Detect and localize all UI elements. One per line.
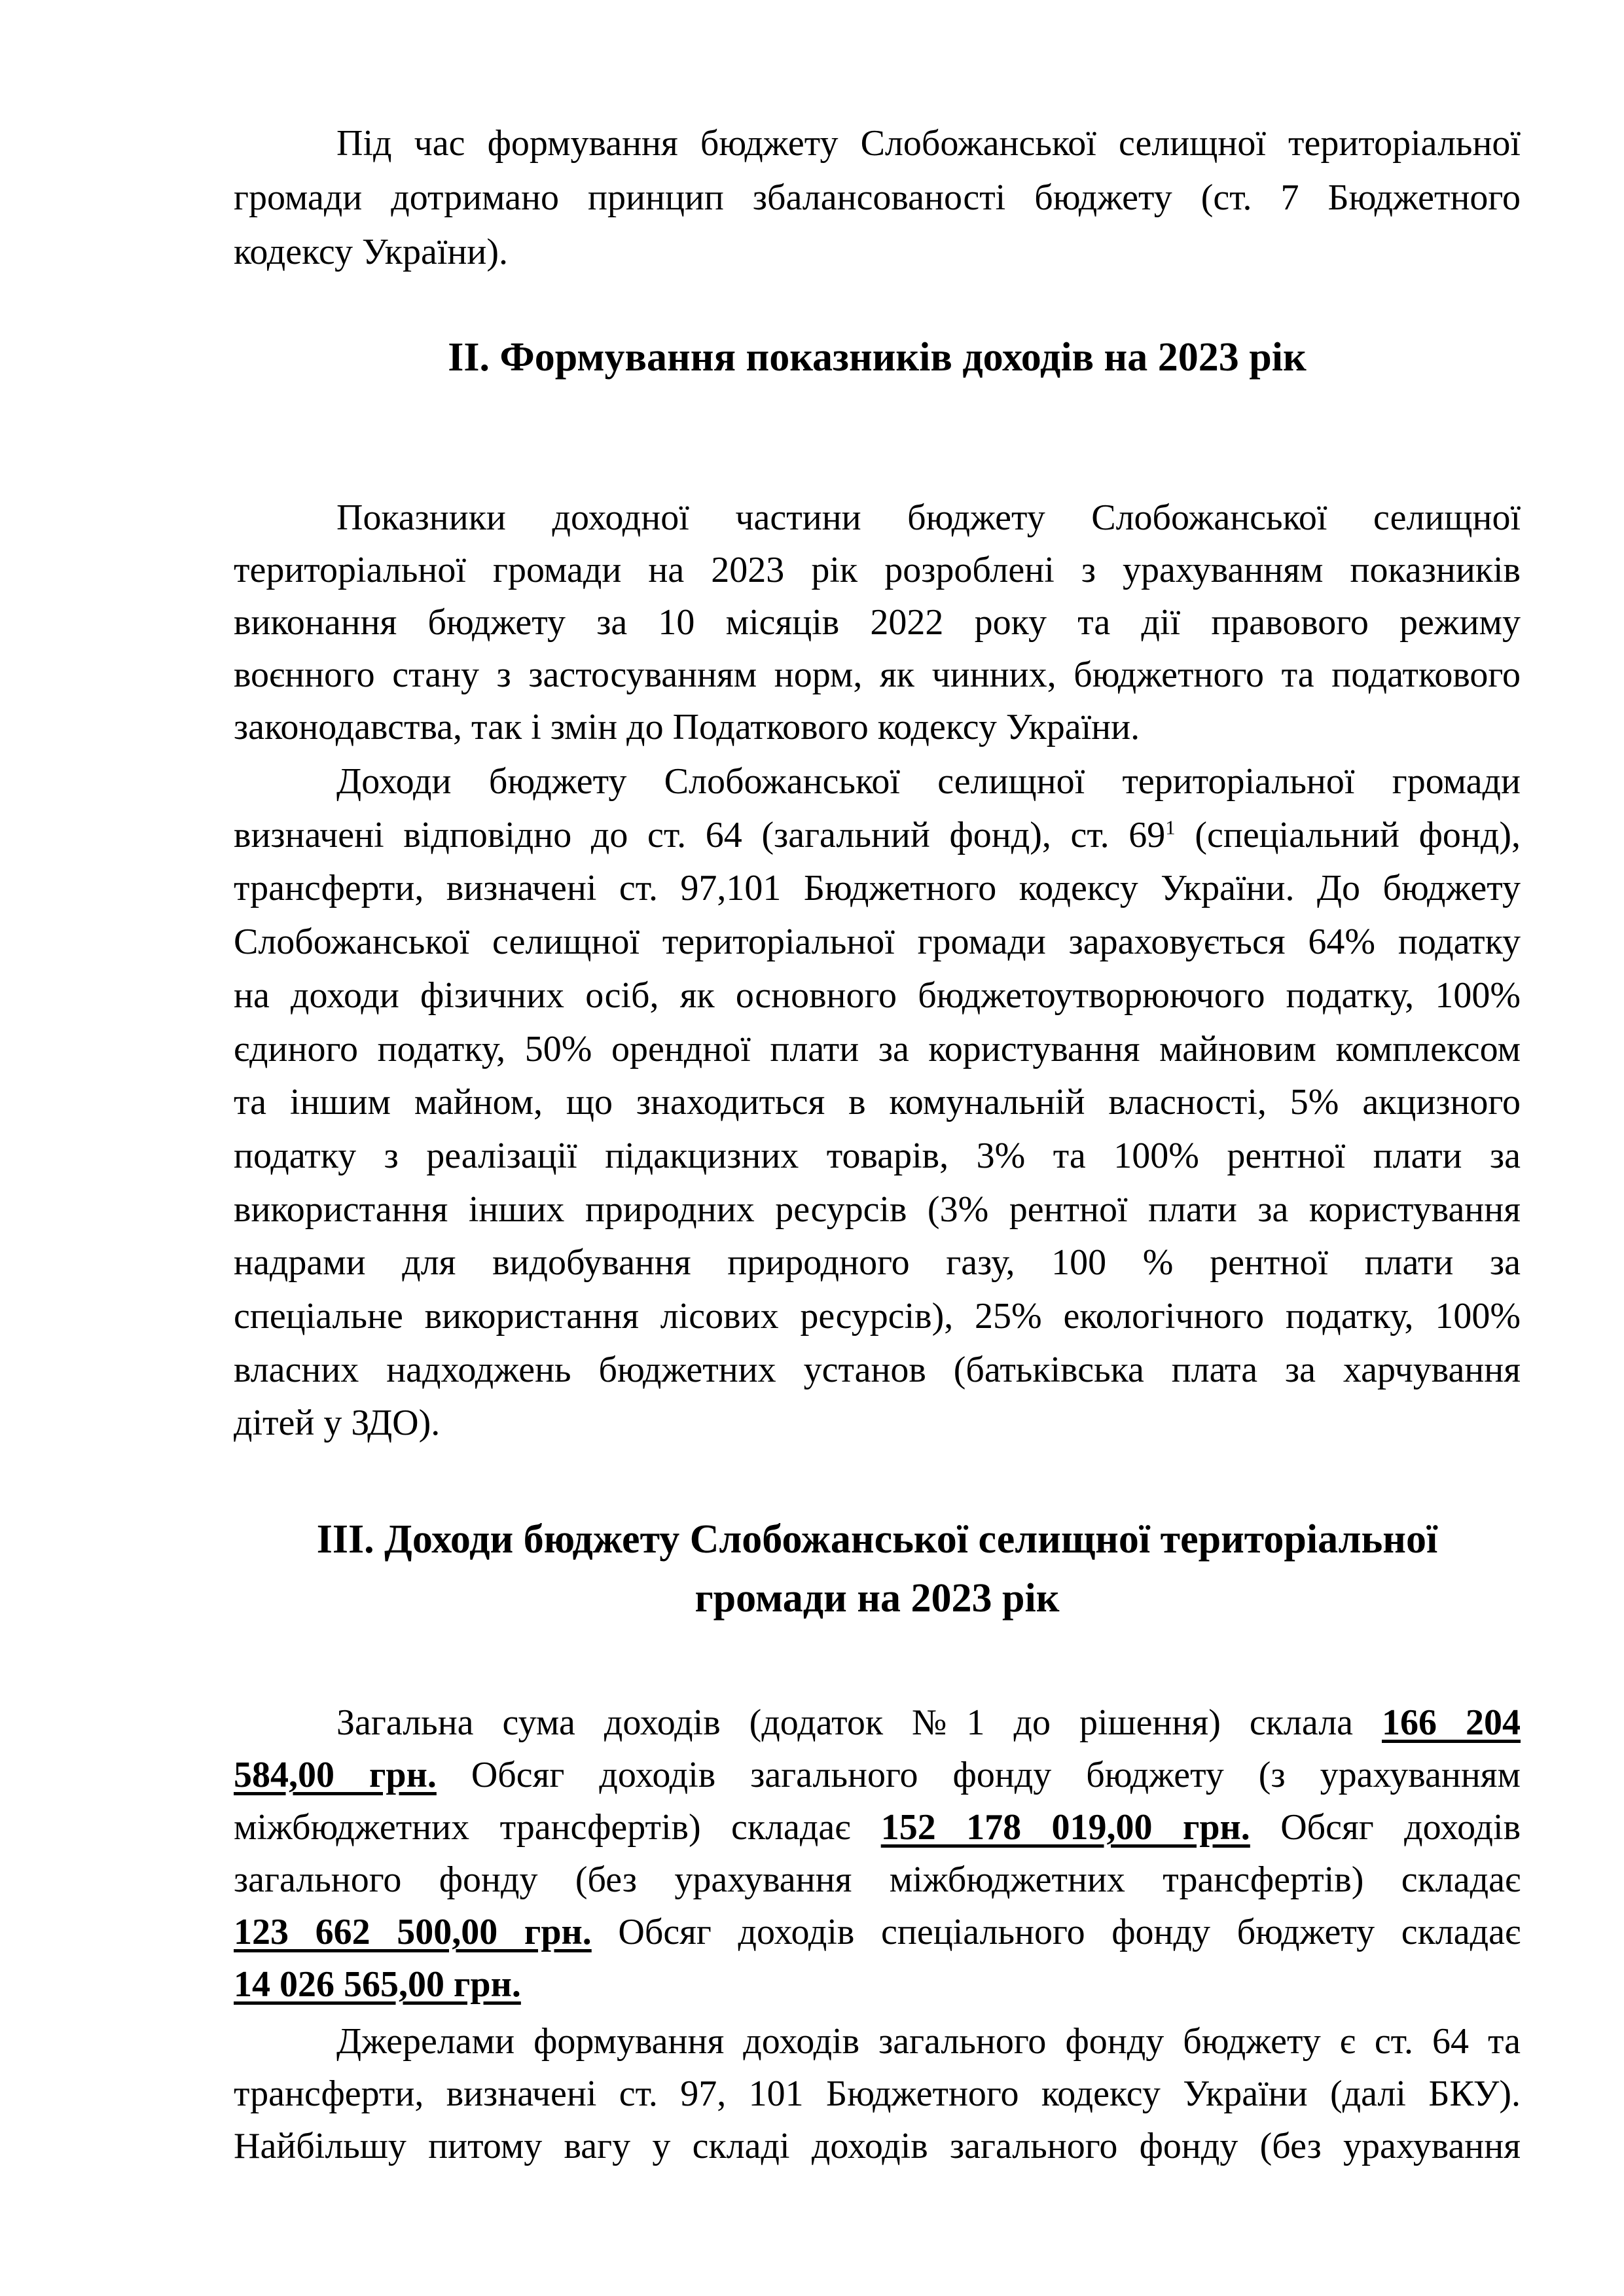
text-line: надрами для видобування природного газу, 100 % рентної плати за [234,1242,1521,1283]
text-line: кодексу України). [234,232,508,272]
paragraph-revenue-totals [234,1696,1521,2011]
text-line: громади дотримано принцип збалансованості бюджету (ст. 7 Бюджетного [234,177,1521,218]
text-line: Доходи бюджету Слобожанської селищної територіальної громади [336,761,1521,802]
footnote-superscript: 1 [1165,816,1176,839]
amount-highlight: 123 662 500,00 грн. [234,1912,592,1952]
text-line: Слобожанської селищної територіальної громади зараховується 64% податку [234,922,1521,963]
paragraph-general-fund-sources [234,2015,1521,2172]
text-line: дітей у ЗДО). [234,1403,441,1444]
text-line [234,1696,1521,1749]
text-segment: (спеціальний фонд), [1175,814,1521,855]
section-heading-3 [234,1510,1521,1628]
text-segment: визначені відповідно до ст. 64 (загальний фонд), ст. 69 [234,814,1166,855]
text-line [234,809,1521,863]
text-line: податку з реалізації підакцизних товарів, 3% та 100% рентної плати за [234,1135,1521,1176]
text-line: власних надходжень бюджетних установ (батьківська плата за харчування [234,1349,1521,1390]
text-line: Під час формування бюджету Слобожанської селищної територіальної [336,123,1521,164]
text-segment: Обсяг доходів [1250,1807,1521,1848]
text-line [234,1958,1521,2011]
section-heading-2 [234,331,1521,384]
text-line: територіальної громади на 2023 рік розроблені з урахуванням показників [234,550,1521,590]
text-line: виконання бюджету за 10 місяців 2022 року та дії правового режиму [234,602,1521,643]
text-segment: Загальна сума доходів (додаток №1 до рішення) склала [336,1702,1382,1743]
heading-line: ІІ. Формування показників доходів на 2023 рік [448,335,1307,380]
text-line: трансферти, визначені ст. 97,101 Бюджетного кодексу України. До бюджету [234,868,1521,909]
text-line [234,1906,1521,1958]
text-line: Показники доходної частини бюджету Слобожанської селищної [336,497,1521,538]
text-line: загального фонду (без урахування міжбюджетних трансфертів) складає [234,1859,1521,1900]
amount-highlight: 152 178 019,00 грн. [880,1807,1250,1848]
paragraph-revenue-sources [234,755,1521,1450]
text-line: та іншим майном, що знаходиться в комунальній власності, 5% акцизного [234,1082,1521,1123]
text-line [234,1801,1521,1854]
text-line: Джерелами формування доходів загального фонду бюджету є ст. 64 та [336,2021,1521,2062]
text-line: трансферти, визначені ст. 97, 101 Бюджетного кодексу України (далі БКУ). [234,2073,1521,2114]
text-line [234,1749,1521,1801]
amount-highlight: 584,00 грн. [234,1755,437,1795]
text-line: єдиного податку, 50% орендної плати за користування майновим комплексом [234,1028,1521,1069]
amount-highlight: 166 204 [1382,1702,1521,1743]
text-line: законодавства, так і змін до Податкового кодексу України. [234,707,1140,747]
text-line: Найбільшу питому вагу у складі доходів загального фонду (без урахування [234,2126,1521,2166]
text-line: використання інших природних ресурсів (3% рентної плати за користування [234,1189,1521,1230]
text-segment: міжбюджетних трансфертів) складає [234,1807,881,1848]
paragraph-revenue-indicators [234,492,1521,753]
paragraph-budget-balance [234,117,1521,279]
heading-line: громади на 2023 рік [695,1576,1060,1621]
text-segment: Обсяг доходів спеціального фонду бюджету складає [591,1912,1521,1952]
text-segment: Обсяг доходів загального фонду бюджету (з урахуванням [436,1755,1521,1795]
amount-highlight: 14 026 565,00 грн. [234,1964,521,2005]
text-line: воєнного стану з застосуванням норм, як чинних, бюджетного та податкового [234,655,1521,695]
heading-line: ІІІ. Доходи бюджету Слобожанської селищної територіальної [316,1517,1438,1562]
text-line: спеціальне використання лісових ресурсів), 25% екологічного податку, 100% [234,1296,1521,1337]
text-line: на доходи фізичних осіб, як основного бюджетоутворюючого податку, 100% [234,975,1521,1016]
